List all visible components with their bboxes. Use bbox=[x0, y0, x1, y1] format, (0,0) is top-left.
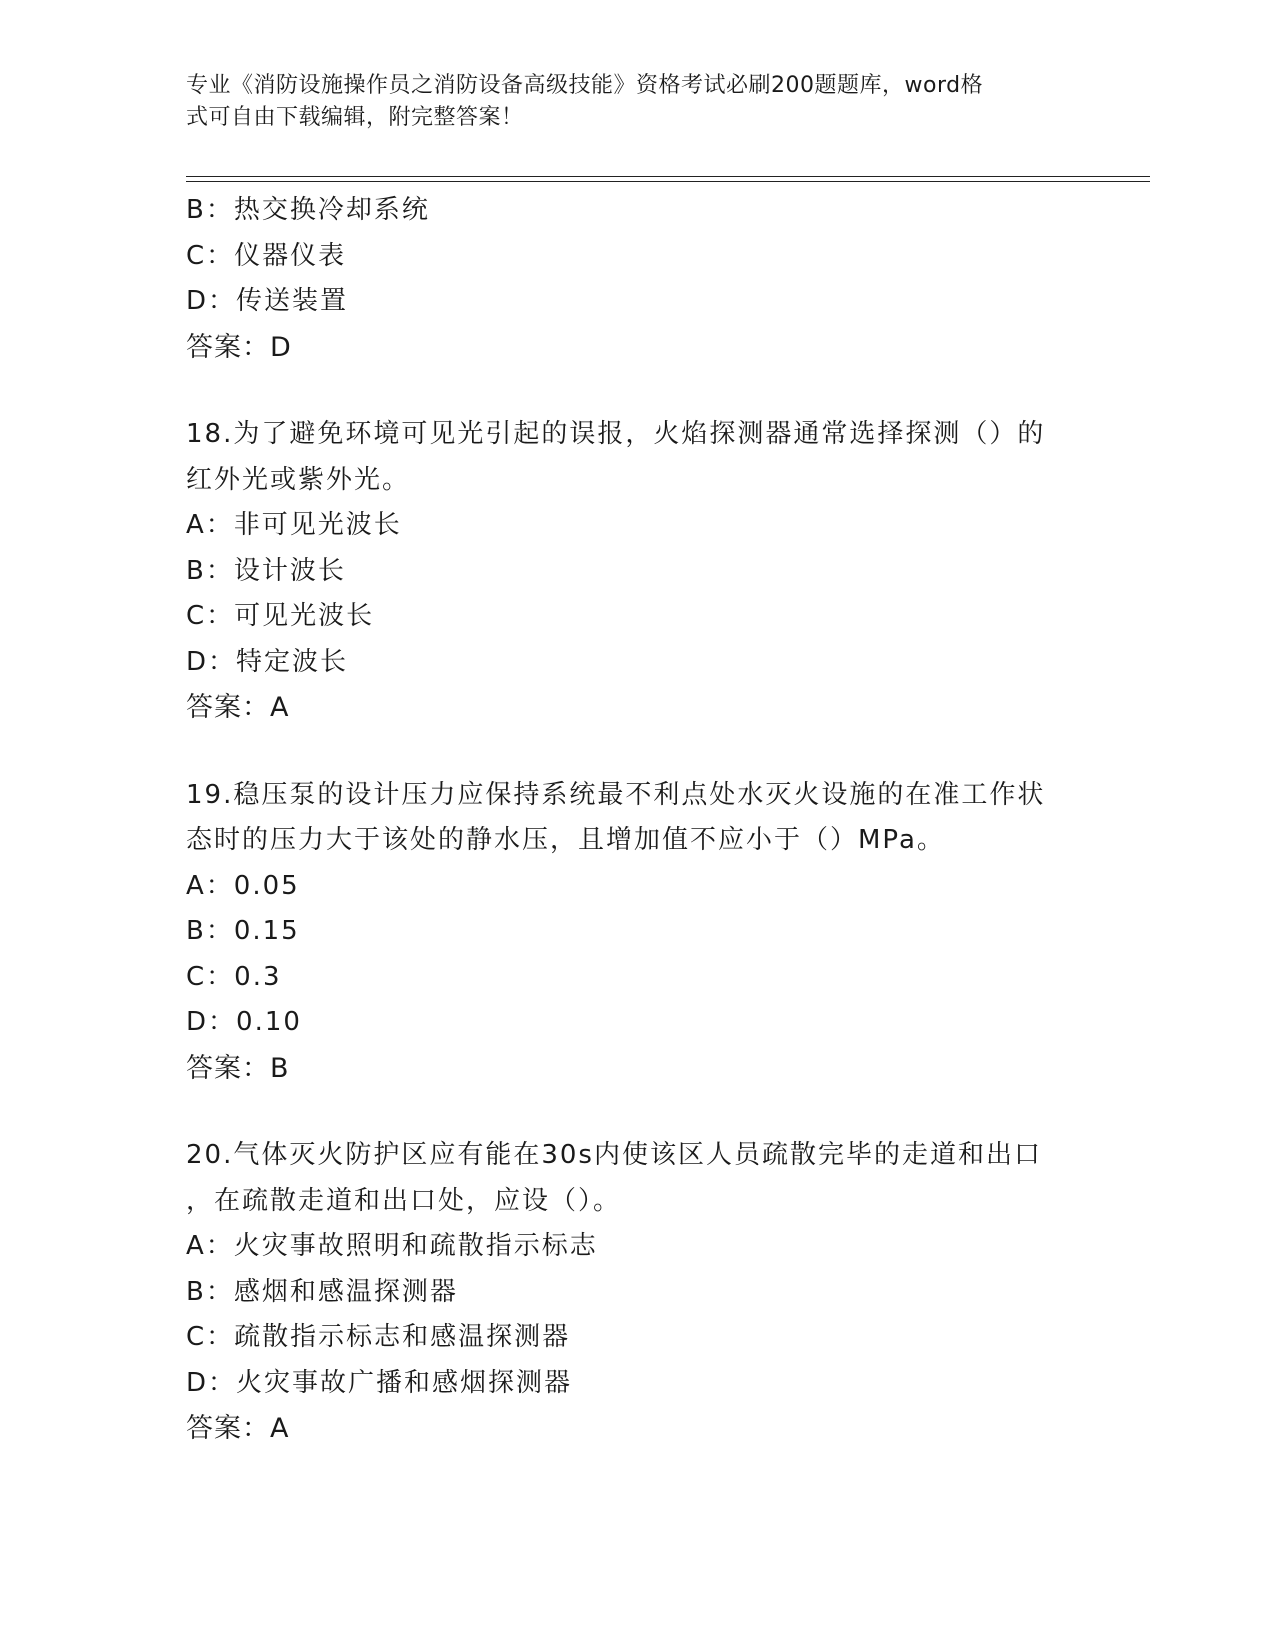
answer-label: 答案：A bbox=[186, 1413, 290, 1444]
question-18 bbox=[186, 412, 1086, 731]
answer-label: 答案：A bbox=[186, 692, 290, 723]
option-b: B：感烟和感温探测器 bbox=[186, 1276, 458, 1307]
spacer bbox=[186, 1091, 1086, 1133]
option-a: A：火灾事故照明和疏散指示标志 bbox=[186, 1231, 598, 1261]
document-header bbox=[186, 70, 1066, 134]
question-text-line: 红外光或紫外光。 bbox=[186, 464, 411, 495]
header-divider-top bbox=[186, 176, 1150, 177]
question-20 bbox=[186, 1133, 1086, 1452]
option-c: C：仪器仪表 bbox=[186, 240, 347, 271]
question-text-line: 20.气体灭火防护区应有能在30s内使该区人员疏散完毕的走道和出口 bbox=[186, 1140, 1042, 1170]
answer-label: 答案：B bbox=[186, 1052, 290, 1084]
option-d: D：火灾事故广播和感烟探测器 bbox=[186, 1367, 573, 1398]
option-d: D：0.10 bbox=[186, 1007, 302, 1037]
option-d: D：特定波长 bbox=[186, 646, 349, 677]
spacer bbox=[186, 731, 1086, 773]
question-list bbox=[186, 188, 1086, 1452]
option-d: D：传送装置 bbox=[186, 286, 349, 316]
option-c: C：疏散指示标志和感温探测器 bbox=[186, 1322, 571, 1352]
question-text-line: 18.为了避免环境可见光引起的误报，火焰探测器通常选择探测（）的 bbox=[186, 419, 1046, 449]
header-line-2: 式可自由下载编辑，附完整答案！ bbox=[186, 105, 524, 130]
spacer bbox=[186, 370, 1086, 412]
question-text-line: ，在疏散走道和出口处，应设（）。 bbox=[186, 1185, 622, 1216]
option-b: B：设计波长 bbox=[186, 555, 346, 586]
header-divider-bottom bbox=[186, 181, 1150, 182]
header-line-1: 专业《消防设施操作员之消防设备高级技能》资格考试必刷200题题库，word格 bbox=[186, 73, 984, 98]
option-a: A：非可见光波长 bbox=[186, 510, 402, 540]
option-b: B：0.15 bbox=[186, 916, 300, 946]
option-c: C：可见光波长 bbox=[186, 601, 375, 631]
answer-label: 答案：D bbox=[186, 331, 292, 363]
carryover-block bbox=[186, 188, 1086, 370]
option-b: B：热交换冷却系统 bbox=[186, 195, 430, 225]
option-c: C：0.3 bbox=[186, 961, 282, 992]
question-19 bbox=[186, 773, 1086, 1092]
question-text-line: 19.稳压泵的设计压力应保持系统最不利点处水灭火设施的在准工作状 bbox=[186, 779, 1046, 810]
question-text-line: 态时的压力大于该处的静水压，且增加值不应小于（）MPa。 bbox=[186, 825, 945, 855]
option-a: A：0.05 bbox=[186, 870, 300, 901]
